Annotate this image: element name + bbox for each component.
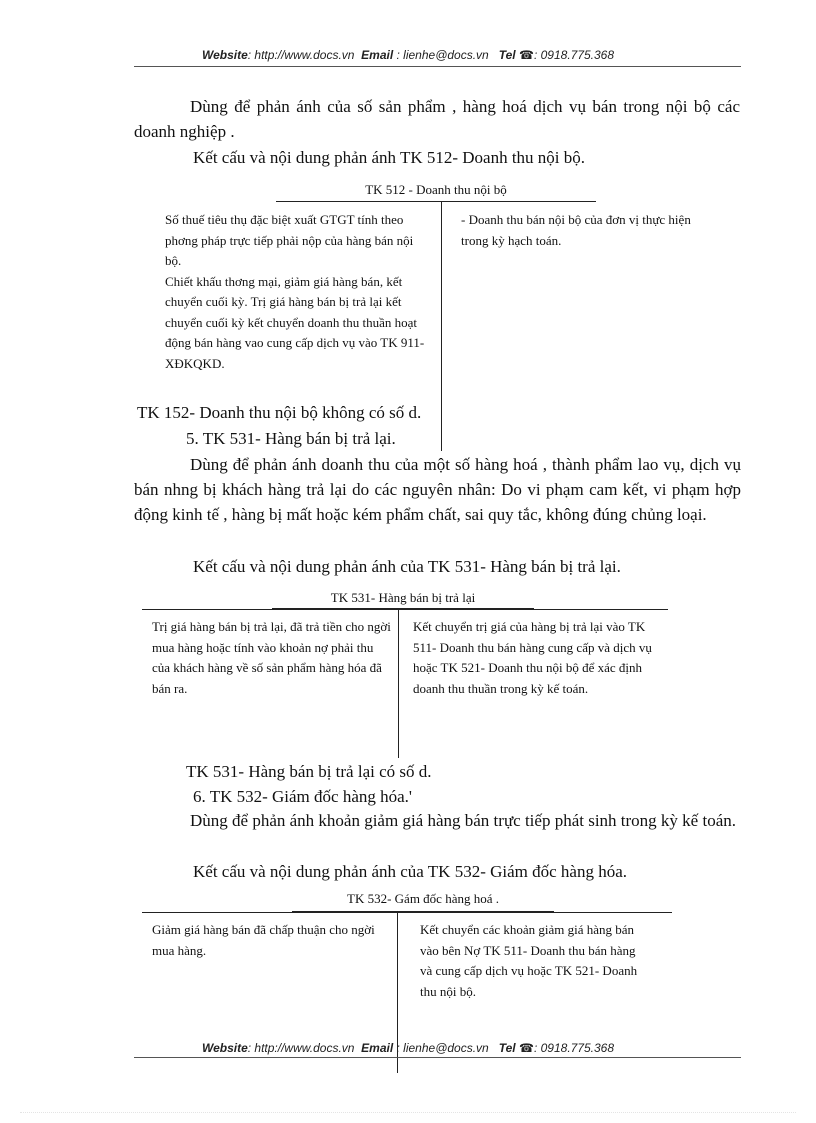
- table-512-debit: [165, 210, 430, 374]
- footer-rule: [134, 1057, 741, 1058]
- table-531-divider: [398, 608, 399, 758]
- table-512-debit-line1: Số thuế tiêu thụ đặc biệt xuất GTGT tính theo phơng pháp trực tiếp phải nộp của hàng bán nội bộ.: [165, 212, 414, 268]
- table-532-credit: Kết chuyển các khoản giảm giá hàng bán vào bên Nợ TK 511- Doanh thu bán hàng và cung cấp dịch vụ hoặc TK 521- Doanh thu nội bộ.: [420, 922, 638, 999]
- para-531-balance: TK 531- Hàng bán bị trả lại có số d.: [186, 762, 432, 781]
- header-rule: [134, 66, 741, 67]
- footer-email-address[interactable]: : lienhe@docs.vn: [396, 1041, 489, 1055]
- para-531-structure: Kết cấu và nội dung phản ánh của TK 531- Hàng bán bị trả lại.: [193, 557, 621, 576]
- heading-tk-532: 6. TK 532- Giám đốc hàng hóa.': [193, 787, 412, 806]
- table-512-debit-line2: Chiết khấu thơng mại, giảm giá hàng bán, kết chuyển cuối kỳ. Trị giá hàng bán bị trả lại kết chuyển cuối kỳ kết chuyển doanh thu thuần hoạt động bán hàng vao cung cấp dịch vụ vào TK 911- XĐKQKD.: [165, 273, 425, 371]
- tel-number: : 0918.775.368: [533, 48, 615, 62]
- table-532-outer-line: [142, 912, 672, 913]
- footer-phone-icon: ☎: [519, 1041, 534, 1055]
- para-532-description: Dùng để phản ánh khoản giảm giá hàng bán trực tiếp phát sinh trong kỳ kế toán.: [190, 811, 737, 830]
- para-531-description: Dùng để phản ánh doanh thu của một số hàng hoá , thành phẩm lao vụ, dịch vụ bán nhng bị khách hàng trả lại do các nguyên nhân: Do vi phạm cam kết, vi phạm hợp động kinh tế , hàng bị mất hoặc kém phẩm chất, sai quy tắc, không đúng chủng loại.: [134, 455, 741, 524]
- table-512-topline: [276, 201, 596, 202]
- footer-website-label: Website: [201, 1041, 248, 1055]
- tel-label: Tel: [498, 48, 516, 62]
- table-531-caption: TK 531- Hàng bán bị trả lại: [330, 590, 476, 605]
- table-512-caption: TK 512 - Doanh thu nội bộ: [365, 182, 507, 197]
- table-531-outer-line: [142, 609, 668, 610]
- phone-icon: ☎: [519, 48, 534, 62]
- table-531-credit: Kết chuyển trị giá của hàng bị trả lại vào TK 511- Doanh thu bán hàng cung cấp và dịch vụ hoặc TK 521- Doanh thu nội bộ để xác định doanh thu thuần trong kỳ kế toán.: [413, 619, 652, 696]
- heading-tk-531: 5. TK 531- Hàng bán bị trả lại.: [186, 429, 396, 448]
- footer-tel-number: : 0918.775.368: [533, 1041, 615, 1055]
- para-512-structure: Kết cấu và nội dung phản ánh TK 512- Doanh thu nội bộ.: [193, 148, 586, 167]
- email-label: Email: [361, 48, 394, 62]
- website-url[interactable]: : http://www.docs.vn: [247, 48, 355, 62]
- email-address[interactable]: : lienhe@docs.vn: [396, 48, 489, 62]
- table-531-debit: Trị giá hàng bán bị trả lại, đã trả tiền cho ngời mua hàng hoặc tính vào khoản nợ phải thu của khách hàng về số sản phẩm hàng hóa đã bán ra.: [152, 619, 391, 696]
- table-532-caption: TK 532- Gám đốc hàng hoá .: [347, 891, 499, 906]
- page-header: [0, 48, 816, 62]
- footer-tel-label: Tel: [498, 1041, 516, 1055]
- para-532-structure: Kết cấu và nội dung phản ánh của TK 532- Giám đốc hàng hóa.: [193, 862, 628, 881]
- page-bottom-edge: [20, 1112, 796, 1113]
- para-512-description: Dùng để phản ánh của số sản phẩm , hàng hoá dịch vụ bán trong nội bộ các doanh nghiệp .: [134, 97, 740, 141]
- table-512-credit: - Doanh thu bán nội bộ của đơn vị thực hiện trong kỳ hạch toán.: [461, 212, 691, 248]
- footer-email-label: Email: [361, 1041, 394, 1055]
- footer-website-url[interactable]: : http://www.docs.vn: [247, 1041, 355, 1055]
- website-label: Website: [201, 48, 248, 62]
- table-532-debit: Giảm giá hàng bán đã chấp thuận cho ngời mua hàng.: [152, 922, 375, 958]
- para-512-balance: TK 152- Doanh thu nội bộ không có số d.: [137, 403, 422, 422]
- page-footer: [0, 1041, 816, 1055]
